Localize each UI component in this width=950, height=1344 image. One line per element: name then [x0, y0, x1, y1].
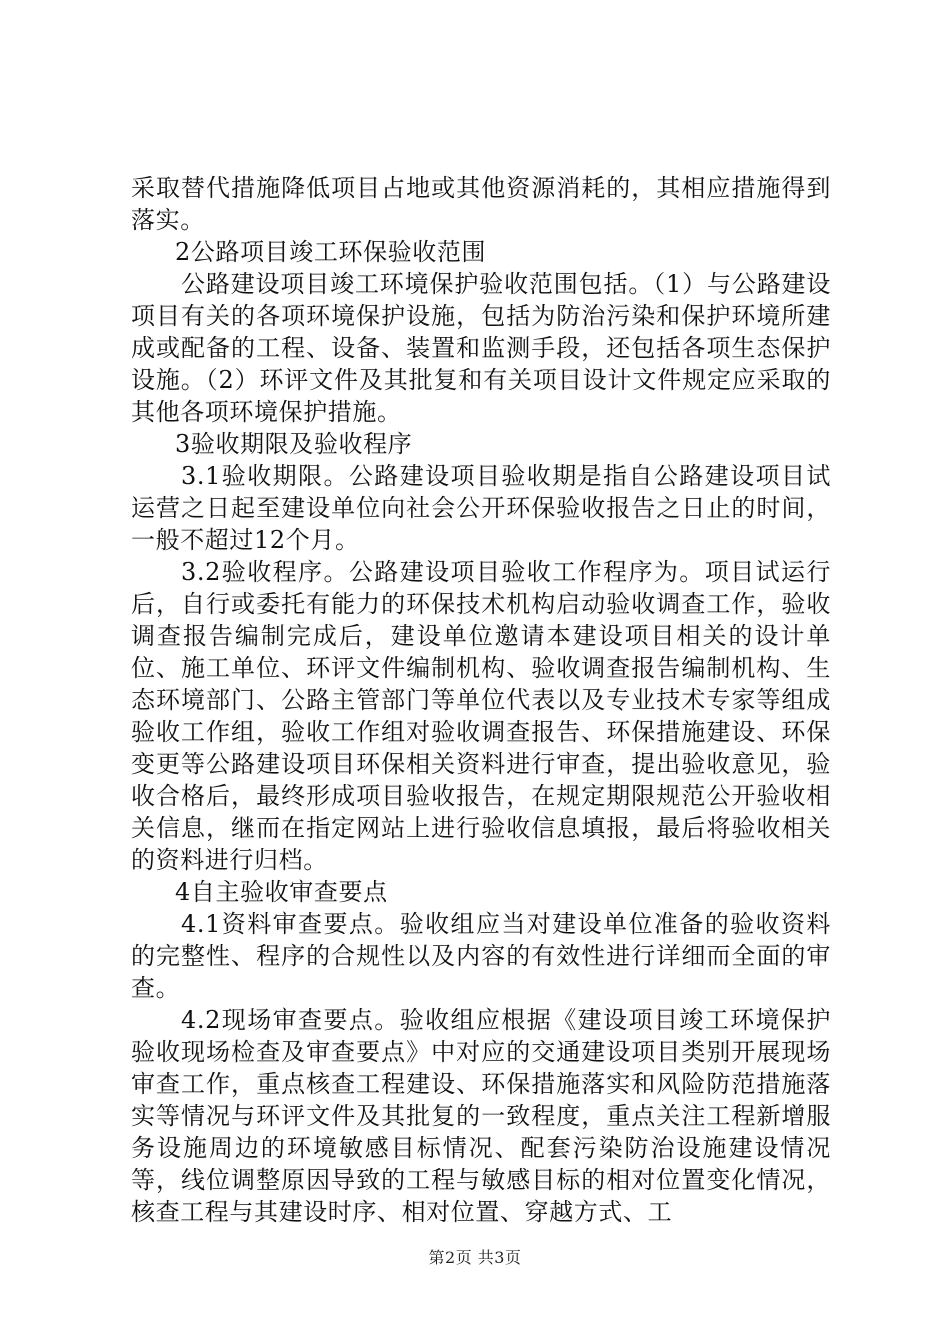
paragraph: 公路建设项目竣工环境保护验收范围包括。（1）与公路建设项目有关的各项环境保护设施，包括为防治污染和保护环境所建成或配备的工程、设备、装置和监测手段，还包括各项生态保护设施。（2）环评文件及其批复和有关项目设计文件规定应采取的其他各项环境保护措施。	[131, 270, 831, 426]
page-number-label: 第2页 共3页	[428, 1248, 522, 1267]
section-heading: 4自主验收审查要点	[175, 878, 388, 906]
paragraph: 3.1验收期限。公路建设项目验收期是指自公路建设项目试运营之日起至建设单位向社会公开环保验收报告之日止的时间，一般不超过12个月。	[131, 462, 831, 554]
document-body	[131, 172, 831, 1228]
section-heading: 3验收期限及验收程序	[175, 430, 413, 458]
paragraph: 4.2现场审查要点。验收组应根据《建设项目竣工环境保护验收现场检查及审查要点》中对应的交通建设项目类别开展现场审查工作，重点核查工程建设、环保措施落实和风险防范措施落实等情况与环评文件及其批复的一致程度，重点关注工程新增服务设施周边的环境敏感目标情况、配套污染防治设施建设情况等，线位调整原因导致的工程与敏感目标的相对位置变化情况，核查工程与其建设时序、相对位置、穿越方式、工	[131, 1006, 831, 1226]
page-footer	[0, 1248, 950, 1268]
section-heading: 2公路项目竣工环保验收范围	[175, 238, 487, 266]
paragraph: 3.2验收程序。公路建设项目验收工作程序为。项目试运行后，自行或委托有能力的环保技术机构启动验收调查工作，验收调查报告编制完成后，建设单位邀请本建设项目相关的设计单位、施工单位、环评文件编制机构、验收调查报告编制机构、生态环境部门、公路主管部门等单位代表以及专业技术专家等组成验收工作组，验收工作组对验收调查报告、环保措施建设、环保变更等公路建设项目环保相关资料进行审查，提出验收意见，验收合格后，最终形成项目验收报告，在规定期限规范公开验收相关信息，继而在指定网站上进行验收信息填报，最后将验收相关的资料进行归档。	[131, 558, 831, 874]
paragraph: 4.1资料审查要点。验收组应当对建设单位准备的验收资料的完整性、程序的合规性以及内容的有效性进行详细而全面的审查。	[131, 910, 831, 1002]
paragraph: 采取替代措施降低项目占地或其他资源消耗的，其相应措施得到落实。	[131, 174, 831, 234]
